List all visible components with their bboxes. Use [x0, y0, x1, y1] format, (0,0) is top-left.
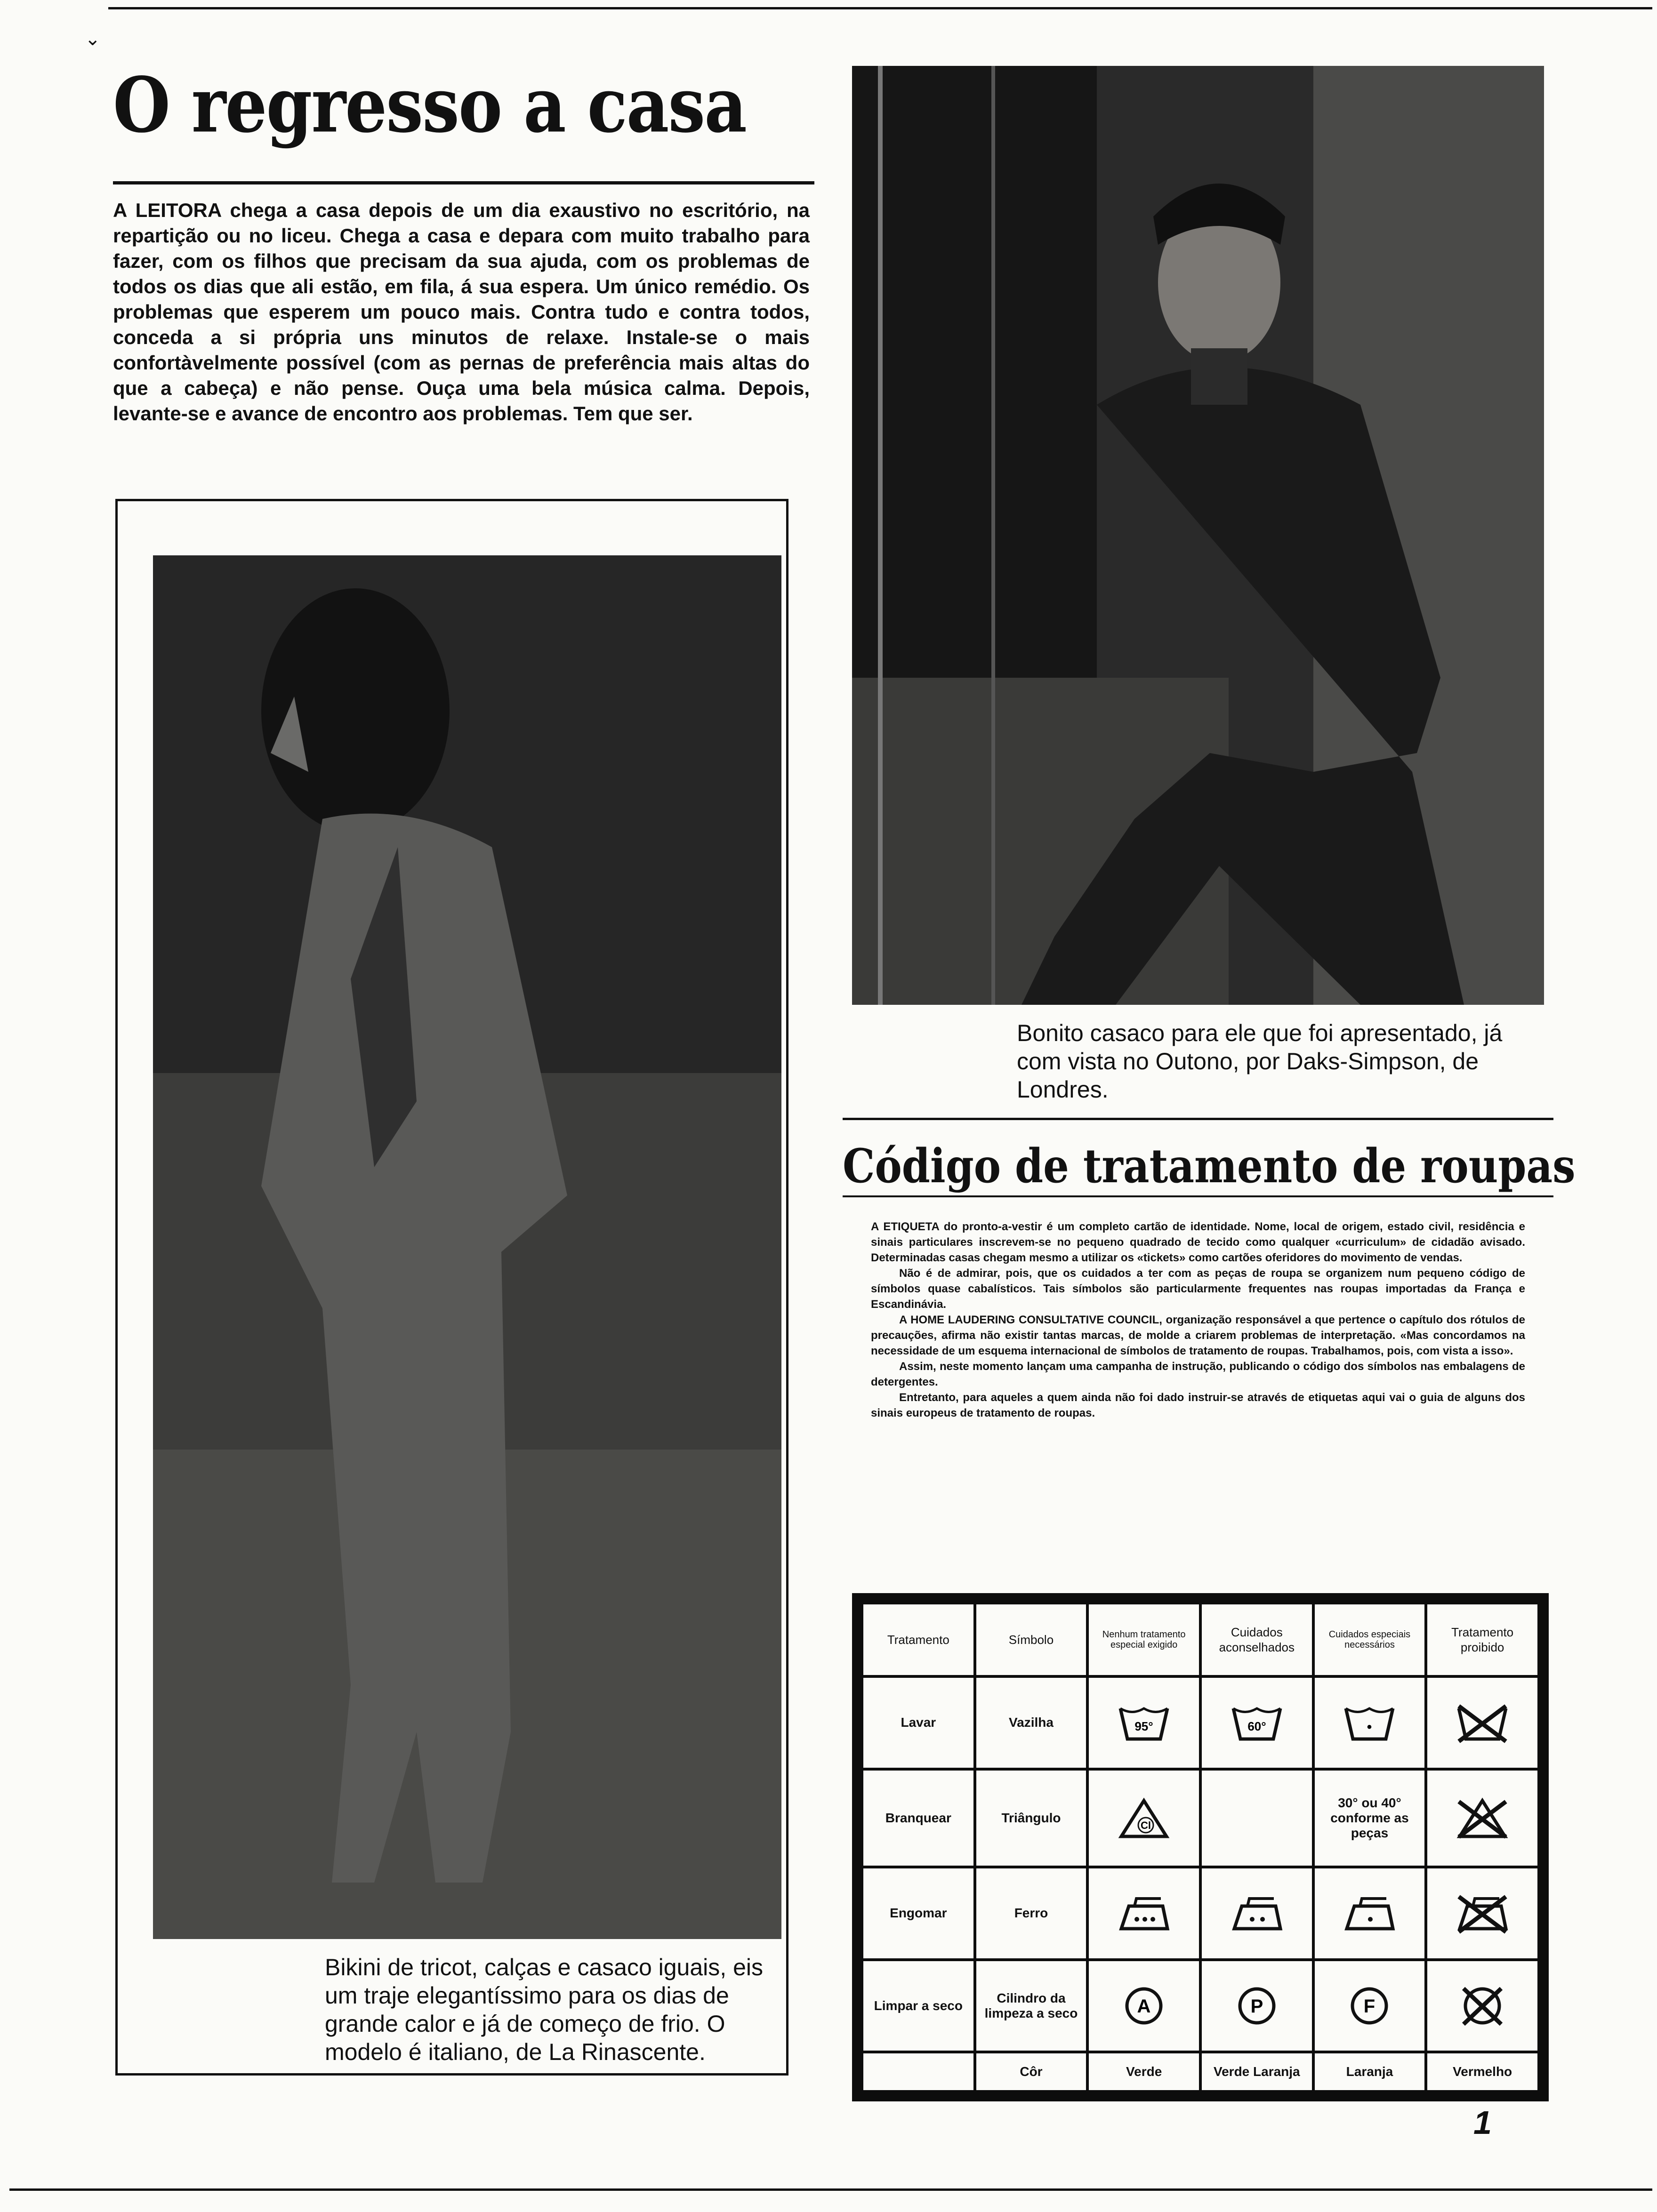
row-treatment: Engomar [863, 1868, 973, 1958]
man-photo-image [852, 66, 1544, 1005]
dryclean-letter: F [1364, 1996, 1375, 2017]
header-symbol: Símbolo [976, 1604, 1086, 1675]
wash-forbidden-icon [1427, 1678, 1537, 1768]
iron-warm-icon [1202, 1868, 1312, 1958]
bleach-advised-cell [1202, 1771, 1312, 1866]
section-divider [843, 1118, 1553, 1120]
corner-mark: ⌄ [85, 29, 101, 49]
dryclean-letter: A [1137, 1996, 1151, 2017]
care-symbol-table [852, 1593, 1549, 2101]
bleach-cl: Cl [1141, 1819, 1151, 1831]
intro-text: chega a casa depois de um dia exaustivo no escritório, na repartição ou no liceu. Chega a casa e depara com muito trabalho para fazer, com os filhos que precisam da sua ajuda, com os problemas de todos os dias que ali estão, em fila, á sua espera. Um único remédio. Os problemas que esperem um pouco mais. Contra tudo e contra todos, conceda a si própria uns minutos de relaxe. Instale-se o mais confortàvelmente possível (com as pernas de preferência mais altas do que a cabeça) e não pense. Ouça uma bela música calma. Depois, levante-se e avance de encontro aos problemas. Tem que ser. [113, 199, 810, 425]
wash-tub-icon [1089, 1678, 1199, 1768]
codigo-paragraph: Entretanto, para aqueles a quem ainda não foi dado instruir-se através de etiquetas aqui vai o guia de alguns dos sinais europeus de tratamento de roupas. [871, 1391, 1525, 1419]
color-special: Laranja [1315, 2053, 1425, 2090]
page-number: 1 [1473, 2104, 1492, 2141]
header-none: Nenhum tratamento especial exigido [1089, 1604, 1199, 1675]
wash-tub-icon [1315, 1678, 1425, 1768]
iron-forbidden-icon [1427, 1868, 1537, 1958]
row-symbol: Triângulo [976, 1771, 1086, 1866]
header-special: Cuidados especiais necessários [1315, 1604, 1425, 1675]
wash-temp: 95° [1134, 1719, 1153, 1734]
top-rule [108, 7, 1652, 9]
bottom-rule [9, 2188, 1652, 2191]
woman-photo [153, 555, 781, 1939]
wash-temp: 60° [1247, 1719, 1266, 1734]
man-caption: Bonito casaco para ele que foi apresentado, já com vista no Outono, por Daks-Simpson, de Londres. [1017, 1020, 1503, 1103]
codigo-paragraph: A HOME LAUDERING CONSULTATIVE COUNCIL, organização responsável a que pertence o capítulo dos rótulos de precauções, afirma não existir tantas marcas, de molde a criarem problemas de interpretação. «Mas concordamos na necessidade de um esquema internacional de símbolos de tratamento de roupas. Trabalhamos, pois, com vista a isso». [871, 1314, 1525, 1357]
bleach-special-text: 30° ou 40° conforme as peças [1315, 1771, 1425, 1866]
row-symbol: Ferro [976, 1868, 1086, 1958]
color-forbidden: Vermelho [1427, 2053, 1537, 2090]
color-none: Verde [1089, 2053, 1199, 2090]
header-treatment: Tratamento [863, 1604, 973, 1675]
codigo-paragraph: A ETIQUETA do pronto-a-vestir é um completo cartão de identidade. Nome, local de origem, estado civil, residência e sinais particulares inscrevem-se no pequeno quadrado de tecido como qualquer «curriculum» de cidadão avisado. Determinadas casas chegam mesmo a utilizar os «tickets» como cartões oferidores do movimento de vendas. [871, 1220, 1525, 1264]
row-symbol: Vazilha [976, 1678, 1086, 1768]
woman-photo-image [153, 555, 781, 1939]
codigo-title-rule [843, 1195, 1553, 1197]
dryclean-forbidden-icon [1427, 1961, 1537, 2051]
header-advised: Cuidados aconselhados [1202, 1604, 1312, 1675]
man-photo [852, 66, 1544, 1005]
codigo-paragraph: Não é de admirar, pois, que os cuidados a ter com as peças de roupa se organizem num pequeno código de símbolos quase cabalísticos. Tais símbolos são particularmente frequentes nas roupas importadas da França e Escandinávia. [871, 1267, 1525, 1311]
codigo-paragraph: Assim, neste momento lançam uma campanha de instrução, publicando o código dos símbolos nas embalagens de detergentes. [871, 1360, 1525, 1388]
wash-tub-icon [1202, 1678, 1312, 1768]
row-symbol: Cilindro da limpeza a seco [976, 1961, 1086, 2051]
woman-caption: Bikini de tricot, calças e casaco iguais, eis um traje elegantíssimo para os dias de grande calor e já de começo de frio. O modelo é italiano, de La Rinascente. [325, 1954, 763, 2065]
codigo-body [871, 1219, 1525, 1421]
article-intro [113, 198, 810, 426]
row-treatment: Lavar [863, 1678, 973, 1768]
iron-hot-icon [1089, 1868, 1199, 1958]
dryclean-a-icon [1089, 1961, 1199, 2051]
title-underline [113, 181, 814, 184]
article-title: O regresso a casa [113, 61, 746, 150]
codigo-title: Código de tratamento de roupas [843, 1139, 1576, 1194]
dryclean-letter: P [1250, 1996, 1263, 2017]
wash-dot: • [1367, 1719, 1372, 1735]
intro-lead: A LEITORA [113, 199, 221, 221]
bleach-triangle-icon [1089, 1771, 1199, 1866]
dryclean-f-icon [1315, 1961, 1425, 2051]
row-treatment: Limpar a seco [863, 1961, 973, 2051]
row-symbol: Côr [976, 2053, 1086, 2090]
row-treatment: Branquear [863, 1771, 973, 1866]
bleach-forbidden-icon [1427, 1771, 1537, 1866]
header-forbidden: Tratamento proibido [1427, 1604, 1537, 1675]
dryclean-p-icon [1202, 1961, 1312, 2051]
color-advised: Verde Laranja [1202, 2053, 1312, 2090]
row-treatment [863, 2053, 973, 2090]
iron-cool-icon [1315, 1868, 1425, 1958]
